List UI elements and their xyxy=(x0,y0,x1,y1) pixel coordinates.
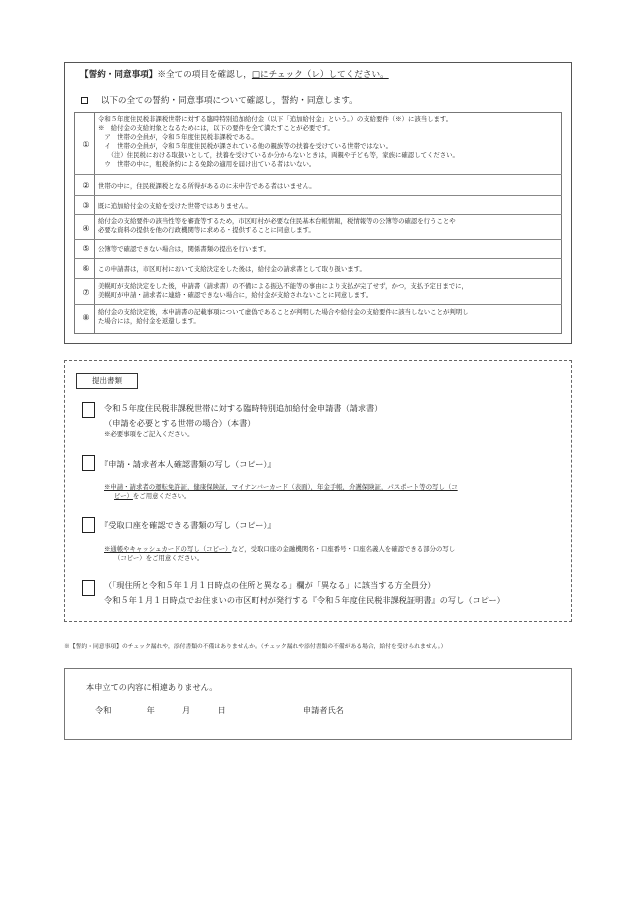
doc1-title: 令和５年度住民税非課税世帯に対する臨時特別追加給付金申請書（請求書） xyxy=(104,403,383,413)
item-6-text xyxy=(98,265,563,274)
item-sep-7 xyxy=(74,304,562,305)
item-7-line-1: 美幌町が支給決定をした後，申請書（請求書）の不備による振込不能等の事由により支払が完了せず，かつ，支払予定日までに， xyxy=(98,282,468,290)
doc1-note: ※必要事項をご記入ください。 xyxy=(104,430,194,438)
item-sep-3 xyxy=(74,214,562,215)
item-5-text xyxy=(98,245,563,254)
doc2-title: 『申請・請求者本人確認書類の写し（コピー）』 xyxy=(100,459,276,469)
consent-heading-text-a: ※全ての項目を確認し， xyxy=(157,70,252,80)
doc4-line1: （「現住所と令和５年１月１日時点の住所と異なる」欄が「異なる」に該当する方全員分） xyxy=(104,580,436,590)
item-2-line-1: 世帯の中に，住民税課税となる所得があるのに未申告である者はいません。 xyxy=(98,182,316,190)
consent-check-label: 以下の全ての誓約・同意事項について確認し，誓約・同意します。 xyxy=(100,96,358,106)
consent-heading-bold: 【誓約・同意事項】 xyxy=(80,70,158,80)
consent-table-divider xyxy=(94,112,95,334)
declaration-section xyxy=(64,668,572,740)
item-sep-1 xyxy=(74,174,562,175)
doc3-note-b: など，受取口座の金融機関名・口座番号・口座名義人を確認できる部分の写し xyxy=(231,545,456,553)
item-8-line-1: 給付金の支給決定後，本申請書の記載事項について虚偽であることが判明した場合や給付金の支給要件に該当しないことが判明し xyxy=(98,308,469,316)
item-6-line-1: この申請書は，市区町村において支給決定をした後は，給付金の請求書として取り扱います。 xyxy=(98,265,366,273)
item-5-line-1: 公簿等で確認できない場合は，関係書類の提出を行います。 xyxy=(98,245,271,253)
item-8-number: ⑧ xyxy=(82,313,90,322)
doc2-note-line2 xyxy=(114,492,559,501)
doc2-note-a: ※申請・請求者の運転免許証，健康保険証，マイナンバーカード（表面），年金手帳，介護保険証，パスポート等の写し（コ xyxy=(104,483,458,491)
item-1-line-2: ※ 給付金の支給対象となるためには，以下の要件を全て満たすことが必要です。 xyxy=(98,124,334,132)
item-4-line-1: 給付金の支給要件の該当性等を審査等するため，市区町村が必要な住民基本台帳情報，税情報等の公簿等の確認を行うことや xyxy=(98,217,456,225)
date-day-label: 日 xyxy=(217,705,226,715)
item-1-text xyxy=(98,115,563,169)
item-3-text xyxy=(98,202,563,211)
item-2-text xyxy=(98,182,563,191)
item-sep-2 xyxy=(74,195,562,196)
doc2-checkbox[interactable] xyxy=(82,455,95,471)
doc2-note xyxy=(104,483,559,501)
item-1-line-4: イ 世帯の全員が，令和５年度住民税が課されている他の親族等の扶養を受けている世帯ではない。 xyxy=(98,142,392,150)
doc3-title: 『受取口座を確認できる書類の写し（コピー）』 xyxy=(100,520,276,530)
consent-check-row xyxy=(81,96,358,107)
item-8-text xyxy=(98,308,563,326)
item-2-number: ② xyxy=(82,181,90,190)
declaration-text: 本申立ての内容に相違ありません。 xyxy=(86,682,218,692)
doc4-checkbox[interactable] xyxy=(82,580,95,596)
doc3-note-c: （コピー）をご用意ください。 xyxy=(114,554,204,562)
doc2-note-b: ピー） xyxy=(114,492,133,500)
footnote: ※【誓約・同意事項】のチェック漏れや，添付書類の不備はありませんか。（チェック漏れや添付書類の不備がある場合，給付を受けられません。） xyxy=(64,644,447,650)
doc3-note-line1 xyxy=(104,545,559,554)
applicant-name-label: 申請者氏名 xyxy=(302,705,344,715)
item-4-text xyxy=(98,217,563,235)
item-1-line-5: （注）住民税における取扱いとして，扶養を受けているか分からないときは，両親や子ども等，家族に確認してください。 xyxy=(98,151,459,159)
date-year-label: 年 xyxy=(146,705,155,715)
declaration-date-row xyxy=(95,705,344,716)
item-4-line-2: 必要な資料の提供を他の行政機関等に求める・提供することに同意します。 xyxy=(98,226,315,234)
item-sep-4 xyxy=(74,239,562,240)
item-5-number: ⑤ xyxy=(82,244,90,253)
item-1-line-6: ウ 世帯の中に，租税条約による免除の適用を届け出ている者はいない。 xyxy=(98,160,316,168)
date-month-label: 月 xyxy=(182,705,191,715)
item-1-line-1: 令和５年度住民税非課税世帯に対する臨時特別追加給付金（以下「追加給付金」という。）の支給要件（※）に該当します。 xyxy=(98,115,453,123)
doc3-note-a: ※通帳やキャッシュカードの写し（コピー） xyxy=(104,545,232,553)
doc1-sub: （申請を必要とする世帯の場合）（本書） xyxy=(104,418,256,428)
item-3-line-1: 既に追加給付金の支給を受けた世帯ではありません。 xyxy=(98,202,252,210)
documents-tag: 提出書類 xyxy=(76,373,138,389)
item-7-text xyxy=(98,282,563,300)
doc2-note-c: をご用意ください。 xyxy=(132,492,191,500)
item-1-number: ① xyxy=(82,140,90,149)
doc4-line2: 令和５年１月１日時点でお住まいの市区町村が発行する『令和５年度住民税非課税証明書』の写し（コピー） xyxy=(104,595,505,605)
consent-checkbox[interactable] xyxy=(81,97,88,104)
item-8-line-2: た場合には，給付金を返還します。 xyxy=(98,317,200,325)
date-era: 令和 xyxy=(95,705,112,715)
consent-heading xyxy=(80,70,389,81)
doc3-note xyxy=(104,545,559,563)
consent-heading-text-b: □にチェック（レ）してください。 xyxy=(251,70,389,80)
item-1-line-3: ア 世帯の全員が，令和５年度住民税非課税である。 xyxy=(98,133,258,141)
item-7-line-2: 美幌町が申請・請求者に連絡・確認できない場合に，給付金が支給されないことに同意します。 xyxy=(98,291,373,299)
item-4-number: ④ xyxy=(82,224,90,233)
item-sep-5 xyxy=(74,258,562,259)
item-3-number: ③ xyxy=(82,201,90,210)
doc1-block xyxy=(104,403,382,439)
doc2-note-line1 xyxy=(104,483,559,492)
item-7-number: ⑦ xyxy=(82,288,90,297)
item-6-number: ⑥ xyxy=(82,264,90,273)
doc1-checkbox[interactable] xyxy=(82,402,95,418)
item-sep-6 xyxy=(74,278,562,279)
doc3-checkbox[interactable] xyxy=(82,517,95,533)
doc4-block xyxy=(104,580,505,606)
